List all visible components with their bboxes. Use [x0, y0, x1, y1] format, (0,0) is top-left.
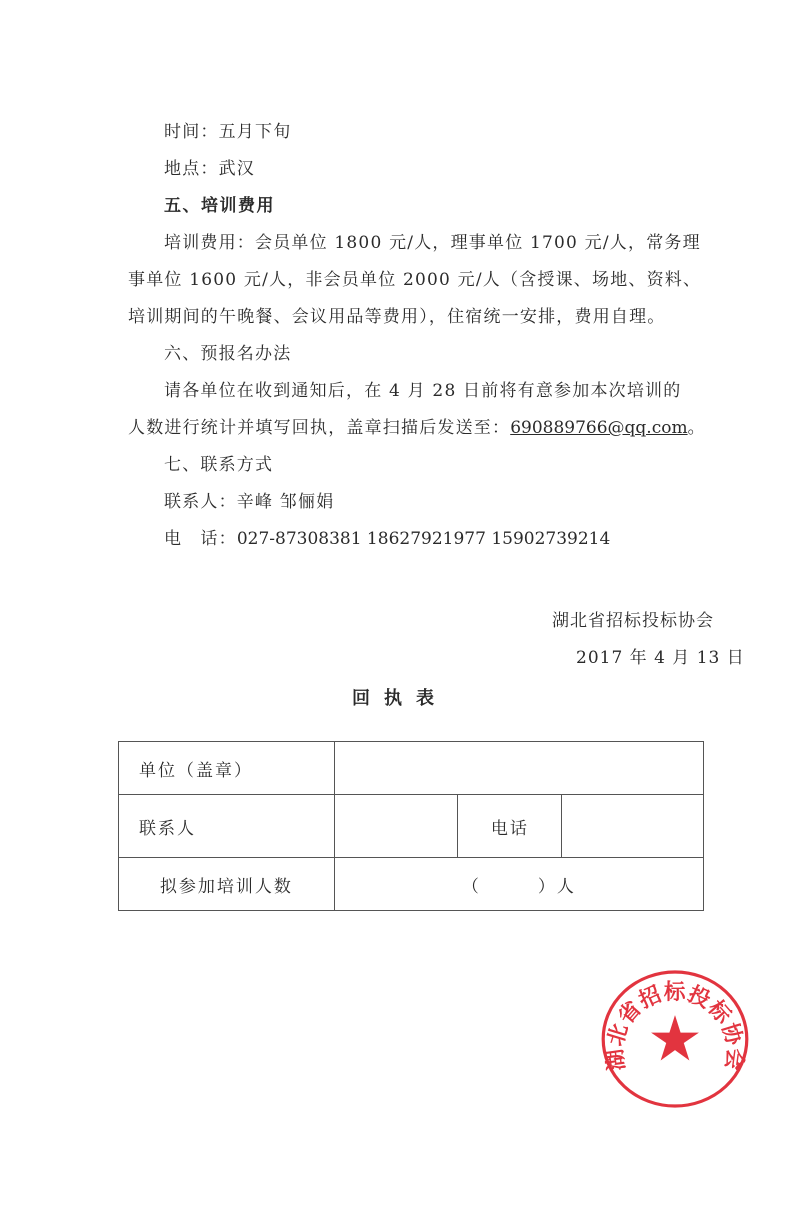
seal-text: 湖北省招标投标协会: [602, 980, 748, 1073]
attendees-label-cell: 拟参加培训人数: [119, 858, 335, 911]
section5-heading: 五、培训费用: [164, 196, 275, 216]
section6-heading: 六、预报名办法: [164, 344, 292, 364]
contact-label-cell: 联系人: [119, 795, 335, 858]
phone-input-cell[interactable]: [562, 795, 704, 858]
registration-line-2-text: 人数进行统计并填写回执，盖章扫描后发送至：: [128, 418, 511, 438]
contact-input-cell[interactable]: [334, 795, 458, 858]
phone-line: [164, 527, 610, 551]
seal-ring: [603, 972, 747, 1106]
registration-line-2-end: 。: [687, 418, 706, 438]
table-row: [119, 795, 704, 858]
phone-label-cell: 电话: [458, 795, 562, 858]
attendees-input-cell[interactable]: （ ）人: [334, 858, 703, 911]
table-row: [119, 742, 704, 795]
fee-line-3: 培训期间的午晚餐、会议用品等费用），住宿统一安排，费用自理。: [128, 307, 666, 327]
unit-label-cell: 单位（盖章）: [119, 742, 335, 795]
signature-date: 2017 年 4 月 13 日: [576, 648, 745, 668]
contact-person-line: 联系人：辛峰 邹俪娟: [164, 492, 335, 512]
table-row: [119, 858, 704, 911]
time-line: 时间：五月下旬: [164, 122, 292, 142]
fee-line-2: 事单位 1600 元/人，非会员单位 2000 元/人（含授课、场地、资料、: [128, 270, 702, 290]
phone-label: 电 话：: [164, 529, 237, 549]
seal-star-icon: [651, 1015, 699, 1060]
receipt-form-table: [118, 741, 704, 911]
place-line: 地点：武汉: [164, 159, 255, 179]
section7-heading: 七、联系方式: [164, 455, 274, 475]
official-seal-stamp: [600, 968, 750, 1110]
registration-line-1: 请各单位在收到通知后，在 4 月 28 日前将有意参加本次培训的: [164, 381, 682, 401]
receipt-form-title: 回执表: [352, 688, 448, 709]
signature-organization: 湖北省招标投标协会: [552, 611, 714, 631]
email-link[interactable]: 690889766@qq.com: [510, 418, 688, 438]
registration-line-2: [128, 416, 706, 440]
unit-input-cell[interactable]: [334, 742, 703, 795]
fee-line-1: 培训费用：会员单位 1800 元/人，理事单位 1700 元/人，常务理: [164, 233, 701, 253]
phone-numbers: 027-87308381 18627921977 15902739214: [236, 529, 611, 549]
